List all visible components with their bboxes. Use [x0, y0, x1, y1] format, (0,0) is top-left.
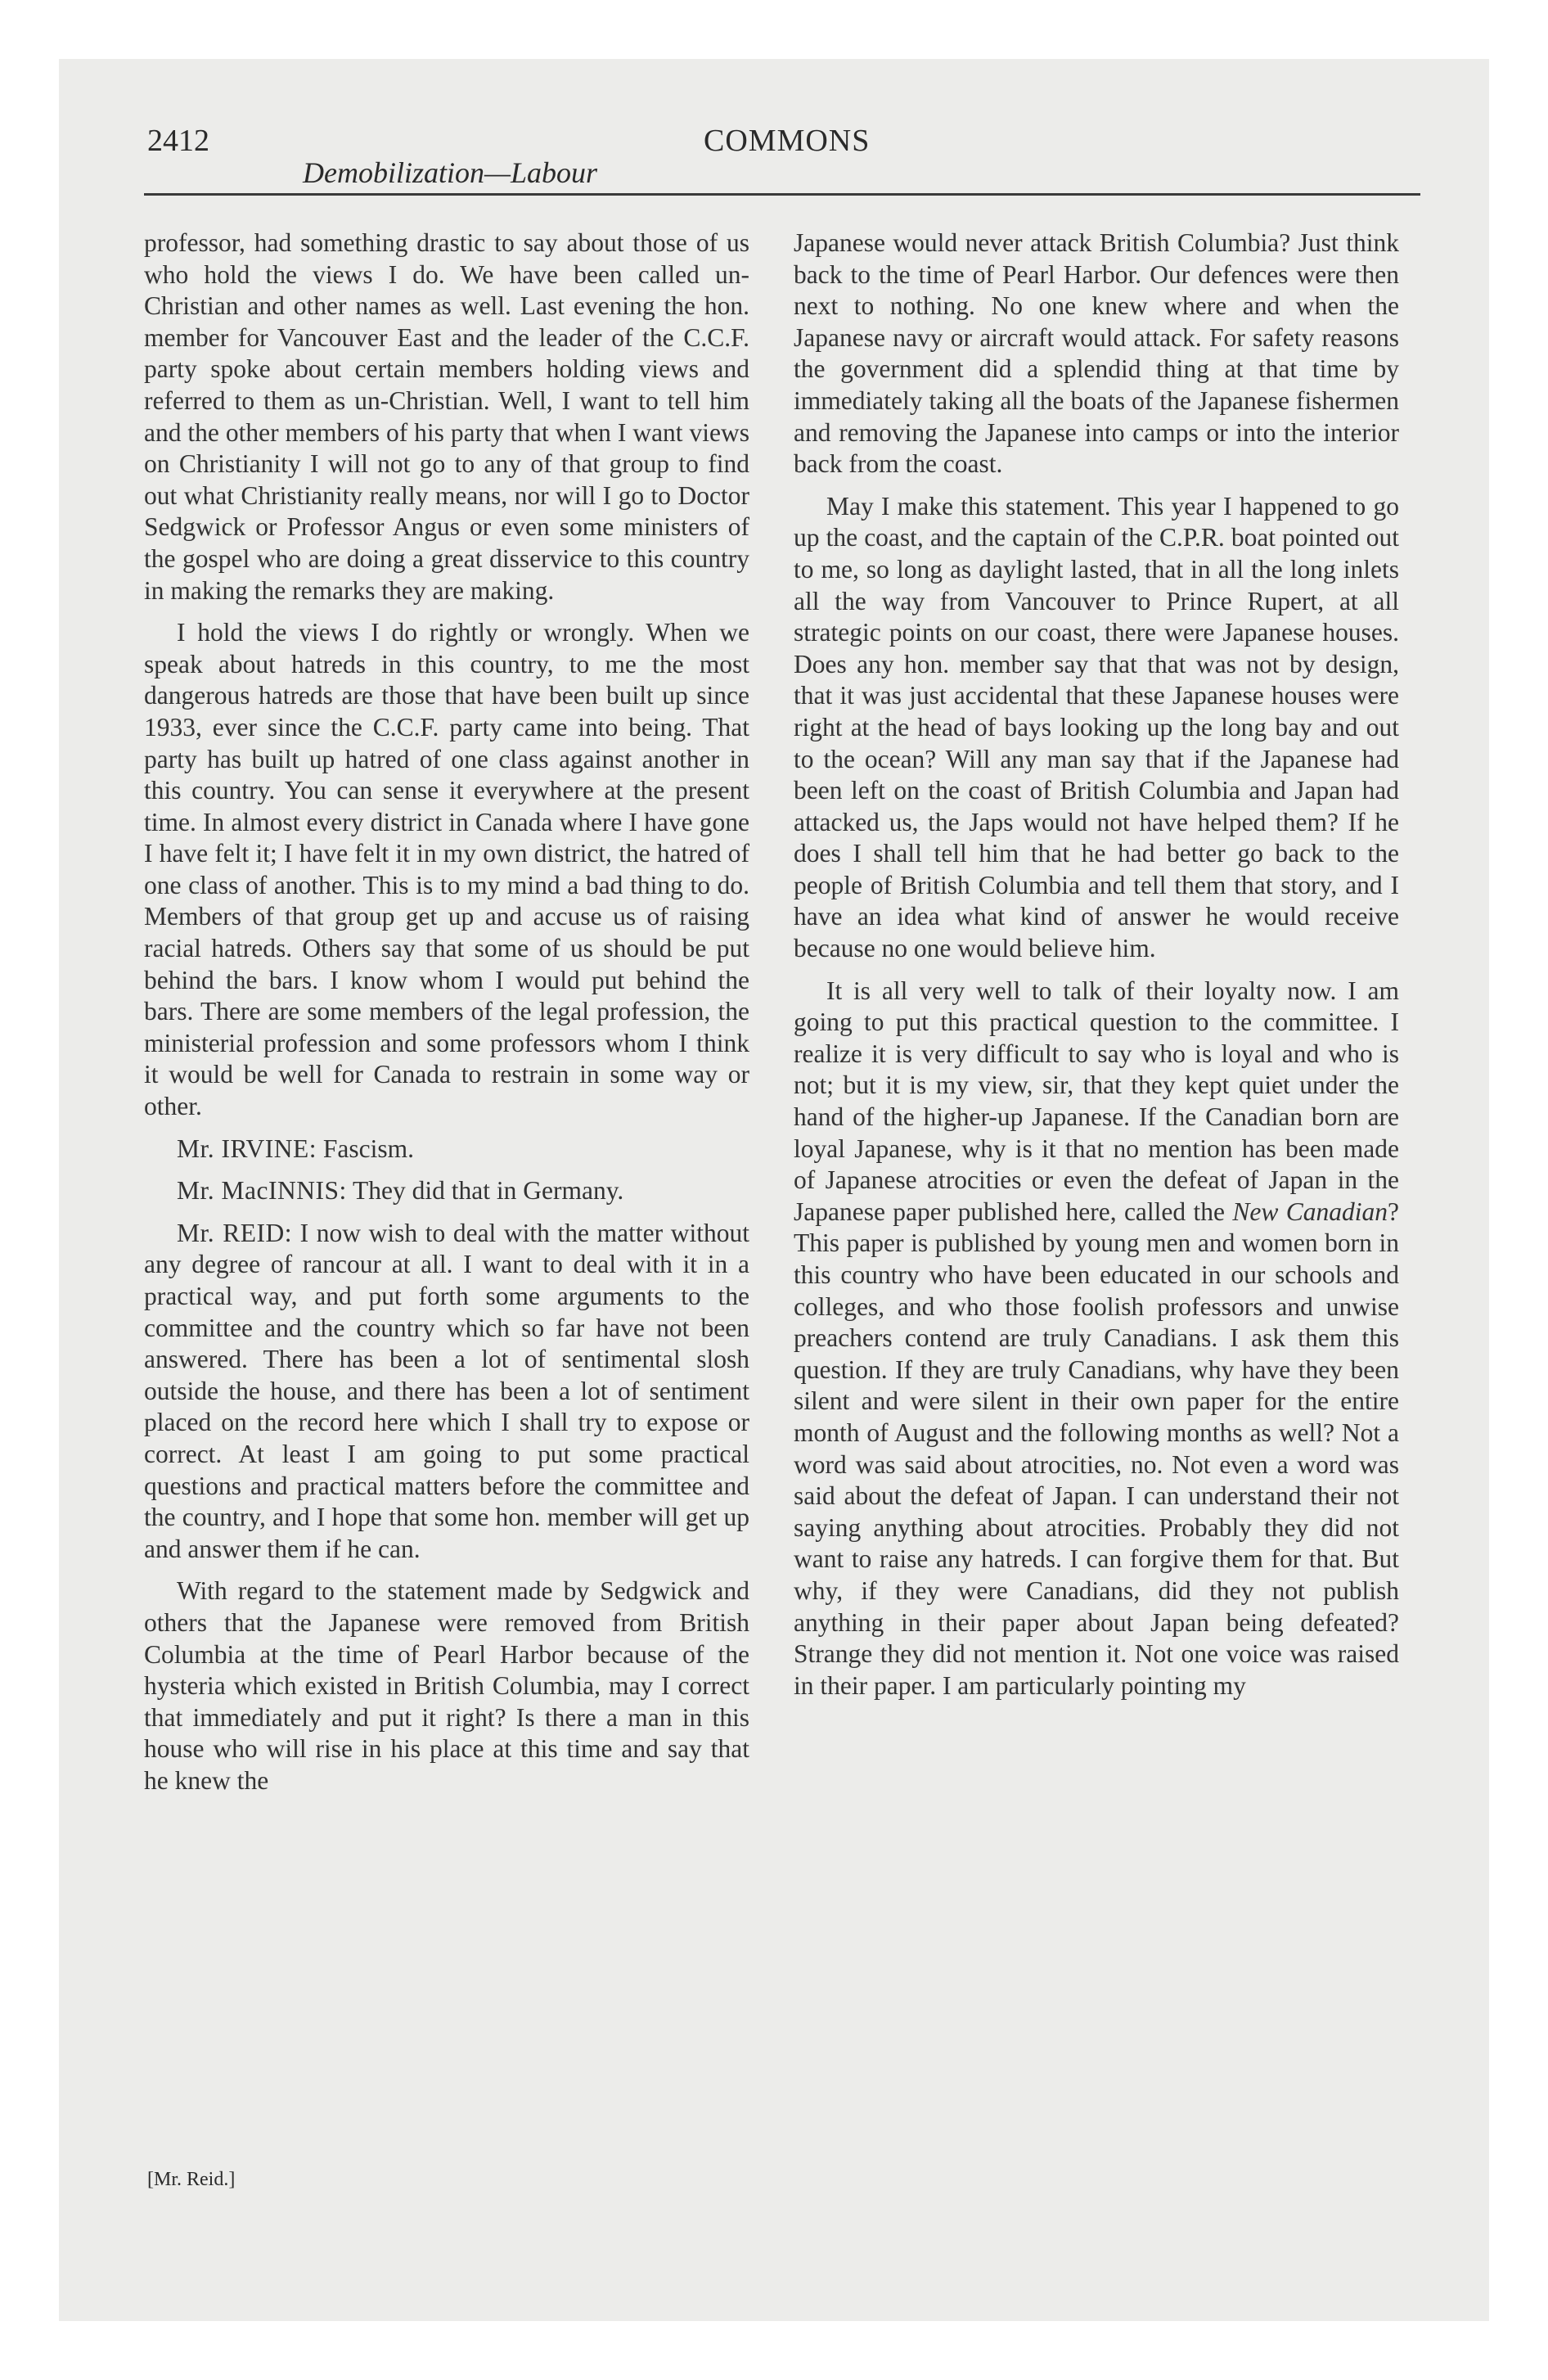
paragraph: With regard to the statement made by Sedgwick and others that the Japanese were removed from British Columbia at the time of Pearl Harbor because of the hysteria which existed in British Columbia, may I correct that immediately and put it right? Is there a man in this house who will rise in his place at this time and say that he knew the [144, 1576, 749, 1795]
chamber-title: COMMONS [704, 124, 871, 158]
paragraph: May I make this statement. This year I happened to go up the coast, and the captain of the C.P.R. boat pointed out to me, so long as daylight lasted, that in all the long inlets all the way from Vancouver to Prince Rupert, at all strategic points on our coast, there were Japanese houses. Does any hon. member say that that was not by design, that it was just accidental that these Japanese houses were right at the head of bays looking up the long bay and out to the ocean? Will any man say that if the Japanese had been left on the coast of British Columbia and Japan had attacked us, the Japs would not have helped them? If he does I shall tell him that he had better go back to the people of British Columbia and tell them that story, and I have an idea what kind of answer he would receive because no one would believe him. [794, 491, 1399, 963]
newspaper-title: New Canadian [1232, 1197, 1388, 1226]
speech-reid [144, 1218, 749, 1566]
paragraph [794, 976, 1399, 1702]
speech-text: They did that in Germany. [353, 1176, 624, 1206]
text-run: It is all very well to talk of their loyalty now. I am going to put this practical question to the committee. I realize it is very difficult to say who is loyal and who is not; but it is my view, sir, that they kept quiet under the hand of the higher-up Japanese. If the Canadian born are loyal Japanese, why is it that no mention has been made of Japanese atrocities or even the defeat of Japan in the Japanese paper published here, called the [794, 976, 1399, 1226]
page-header [147, 123, 1415, 188]
speaker-name: Mr. IRVINE: [177, 1134, 317, 1163]
section-title: Demobilization—Labour [303, 156, 598, 189]
speech-text: I now wish to deal with the matter without any degree of rancour at all. I want to deal with it in a practical way, and put forth some arguments to the committee and the country which so far have not been answered. There has been a lot of sentimental slosh outside the house, and there has been a lot of sentiment placed on the record here which I shall try to expose or correct. At least I am going to put some practical questions and practical matters before the committee and the country, and I hope that some hon. member will get up and answer them if he can. [144, 1218, 749, 1563]
text-run: ? This paper is published by young men and women born in this country who have been educated in our schools and colleges, and who those foolish professors and unwise preachers contend are truly Canadians. I ask them this question. If they are truly Canadians, why have they been silent and were silent in their own paper for the entire month of August and the following months as well? Not a word was said about atrocities, no. Not even a word was said about the defeat of Japan. I can understand their not saying anything about atrocities. Probably they did not want to raise any hatreds. I can forgive them for that. But why, if they were Canadians, did they not publish anything in their paper about Japan being defeated? Strange they did not mention it. Not one voice was raised in their paper. I am particularly pointing my [794, 1197, 1399, 1700]
speaker-name: Mr. REID: [177, 1218, 292, 1247]
speaker-name: Mr. MacINNIS: [177, 1176, 347, 1206]
right-column [794, 228, 1399, 1712]
header-rule [144, 193, 1420, 196]
paragraph: I hold the views I do rightly or wrongly. When we speak about hatreds in this country, to me the most dangerous hatreds are those that have been built up since 1933, ever since the C.C.F. party came into being. That party has built up hatred of one class against another in this country. You can sense it everywhere at the present time. In almost every district in Canada where I have gone I have felt it; I have felt it in my own district, the hatred of one class of another. This is to my mind a bad thing to do. Members of that group get up and accuse us of raising racial hatreds. Others say that some of us should be put behind the bars. I know whom I would put behind the bars. There are some members of the legal profession, the ministerial profession and some professors whom I think it would be well for Canada to restrain in some way or other. [144, 618, 749, 1121]
speech-text: Fascism. [322, 1134, 414, 1163]
page-number: 2412 [147, 124, 209, 158]
paragraph: professor, had something drastic to say about those of us who hold the views I do. We have been called un-Christian and other names as well. Last evening the hon. member for Vancouver East and the leader of the C.C.F. party spoke about certain members holding views and referred to them as un-Christian. Well, I want to tell him and the other members of his party that when I want views on Christianity I will not go to any of that group to find out what Christianity really means, nor will I go to Doctor Sedgwick or Professor Angus or even some ministers of the gospel who are doing a great disservice to this country in making the remarks they are making. [144, 228, 749, 605]
left-column [144, 228, 749, 1808]
speaker-footer: [Mr. Reid.] [147, 2169, 236, 2190]
interjection-macinnis [144, 1175, 749, 1207]
paragraph: Japanese would never attack British Columbia? Just think back to the time of Pearl Harbor. Our defences were then next to nothing. No one knew where and when the Japanese navy or aircraft would attack. For safety reasons the government did a splendid thing at that time by immediately taking all the boats of the Japanese fishermen and removing the Japanese into camps or into the interior back from the coast. [794, 228, 1399, 479]
interjection-irvine [144, 1134, 749, 1165]
